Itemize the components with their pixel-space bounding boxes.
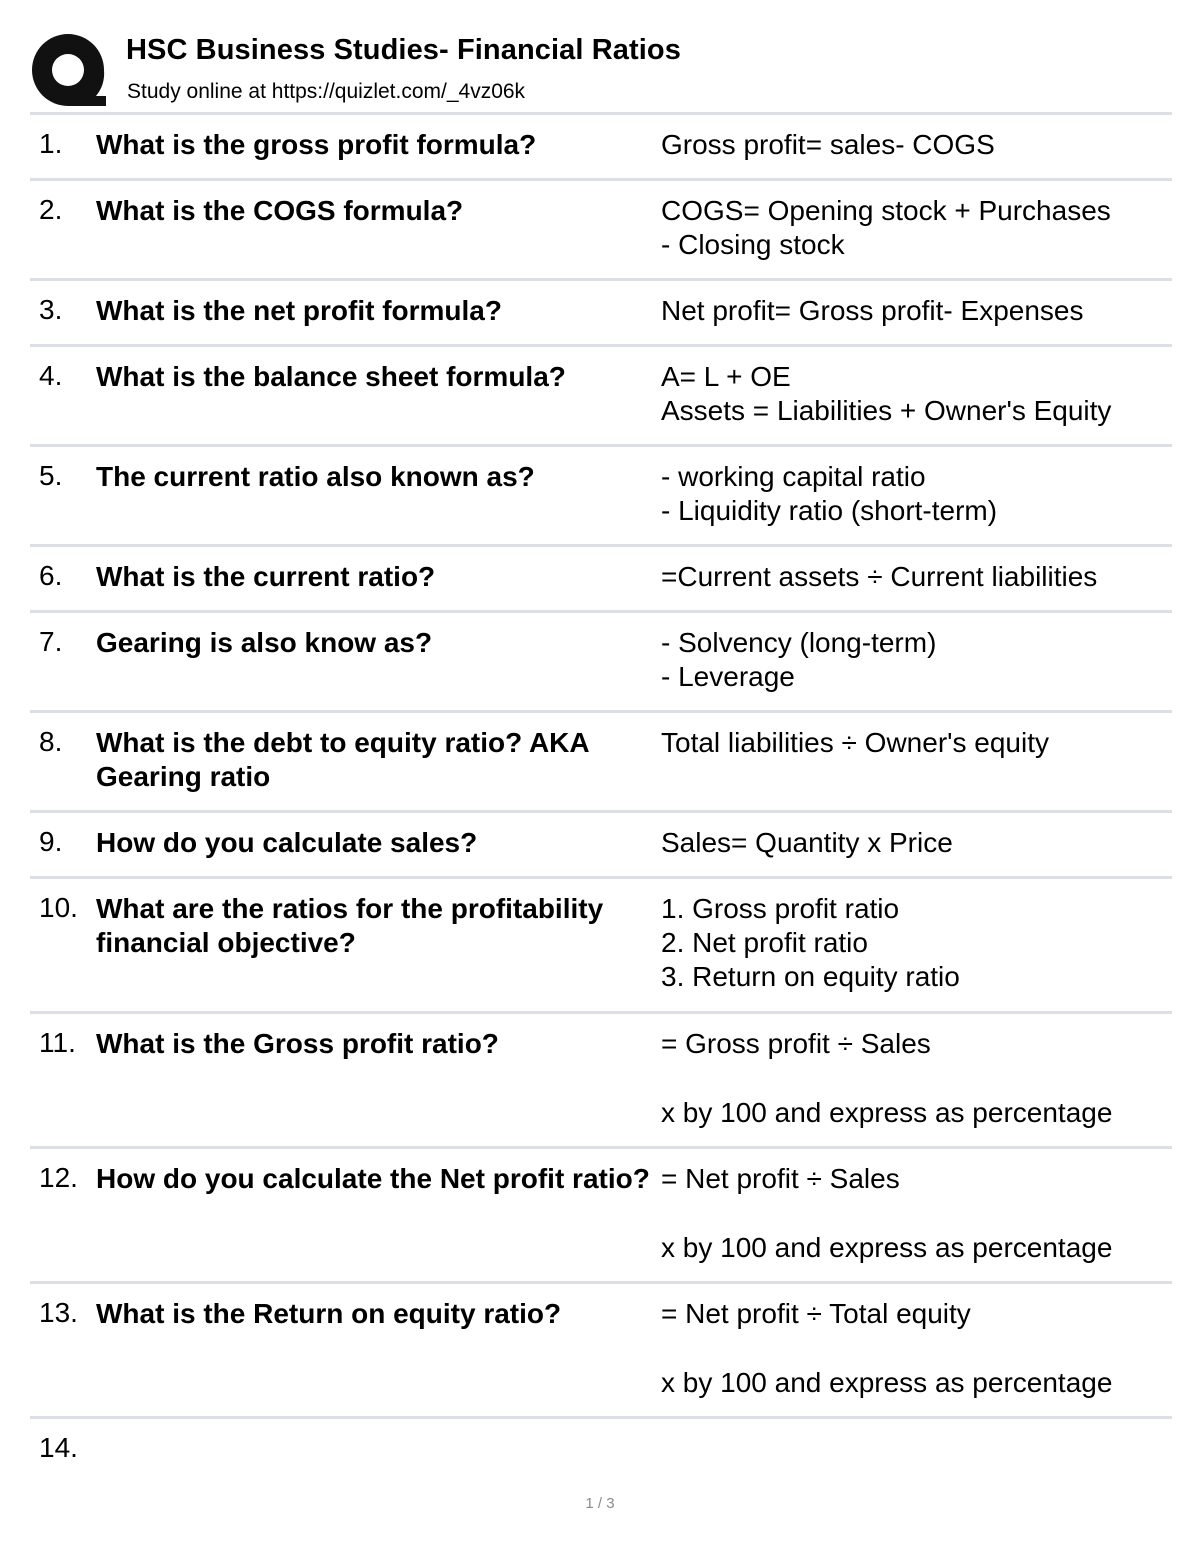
page-title: HSC Business Studies- Financial Ratios bbox=[126, 34, 681, 66]
definition-line: = Net profit ÷ Total equity bbox=[661, 1298, 971, 1329]
page-indicator: 1 / 3 bbox=[585, 1495, 615, 1512]
card-definition bbox=[661, 826, 1172, 860]
definition-line: - Closing stock bbox=[661, 229, 845, 260]
flashcard bbox=[30, 344, 1172, 444]
card-term: What is the balance sheet formula? bbox=[96, 361, 566, 392]
card-definition bbox=[661, 726, 1172, 760]
definition-line: Sales= Quantity x Price bbox=[661, 827, 953, 858]
card-number: 4. bbox=[39, 360, 63, 391]
flashcard bbox=[30, 876, 1172, 1011]
flashcard bbox=[30, 278, 1172, 344]
definition-line: = Gross profit ÷ Sales bbox=[661, 1028, 931, 1059]
card-definition bbox=[661, 560, 1172, 594]
card-definition bbox=[661, 1027, 1172, 1130]
flashcard bbox=[30, 544, 1172, 610]
card-definition bbox=[661, 128, 1172, 162]
card-number: 6. bbox=[39, 560, 63, 591]
card-number: 10. bbox=[39, 892, 78, 923]
definition-line: Total liabilities ÷ Owner's equity bbox=[661, 727, 1049, 758]
definition-line: - Liquidity ratio (short-term) bbox=[661, 495, 998, 526]
definition-line: COGS= Opening stock + Purchases bbox=[661, 195, 1111, 226]
page-header bbox=[30, 28, 1172, 112]
flashcard bbox=[30, 178, 1172, 278]
definition-line: x by 100 and express as percentage bbox=[661, 1367, 1113, 1398]
definition-spacer bbox=[661, 1196, 1172, 1231]
card-number: 11. bbox=[39, 1027, 76, 1058]
card-definition bbox=[661, 194, 1172, 262]
card-term: What is the gross profit formula? bbox=[96, 129, 537, 160]
card-definition bbox=[661, 460, 1172, 528]
card-term: What is the Gross profit ratio? bbox=[96, 1028, 499, 1059]
flashcard bbox=[30, 1281, 1172, 1416]
card-number: 9. bbox=[39, 826, 63, 857]
flashcard bbox=[30, 710, 1172, 810]
card-term: How do you calculate sales? bbox=[96, 827, 478, 858]
card-term: Gearing is also know as? bbox=[96, 627, 433, 658]
card-term: The current ratio also known as? bbox=[96, 461, 535, 492]
card-number: 7. bbox=[39, 626, 63, 657]
definition-line: - Solvency (long-term) bbox=[661, 627, 937, 658]
card-number: 14. bbox=[39, 1432, 78, 1463]
flashcard bbox=[30, 112, 1172, 178]
definition-spacer bbox=[661, 1061, 1172, 1096]
card-term: What are the ratios for the profitability financial objective? bbox=[96, 893, 604, 958]
definition-line: x by 100 and express as percentage bbox=[661, 1232, 1113, 1263]
flashcard bbox=[30, 810, 1172, 876]
flashcard bbox=[30, 1146, 1172, 1281]
study-online-link[interactable]: Study online at https://quizlet.com/_4vz06k bbox=[127, 80, 526, 103]
definition-line: Assets = Liabilities + Owner's Equity bbox=[661, 395, 1112, 426]
card-definition bbox=[661, 360, 1172, 428]
definition-spacer bbox=[661, 1331, 1172, 1366]
card-definition bbox=[661, 626, 1172, 694]
definition-line: 1. Gross profit ratio bbox=[661, 893, 900, 924]
definition-line: = Net profit ÷ Sales bbox=[661, 1163, 900, 1194]
flashcard bbox=[30, 444, 1172, 544]
definition-line: Net profit= Gross profit- Expenses bbox=[661, 295, 1084, 326]
card-definition bbox=[661, 892, 1172, 994]
definition-line: 3. Return on equity ratio bbox=[661, 961, 960, 992]
definition-line: =Current assets ÷ Current liabilities bbox=[661, 561, 1098, 592]
flashcard-list bbox=[30, 112, 1172, 1482]
card-term: What is the COGS formula? bbox=[96, 195, 464, 226]
card-term: How do you calculate the Net profit ratio? bbox=[96, 1163, 650, 1194]
card-term: What is the Return on equity ratio? bbox=[96, 1298, 562, 1329]
flashcard bbox=[30, 1011, 1172, 1146]
card-definition bbox=[661, 294, 1172, 328]
definition-line: - Leverage bbox=[661, 661, 795, 692]
definition-line: x by 100 and express as percentage bbox=[661, 1097, 1113, 1128]
card-number: 1. bbox=[39, 128, 63, 159]
card-number: 3. bbox=[39, 294, 63, 325]
card-number: 13. bbox=[39, 1297, 78, 1328]
card-number: 5. bbox=[39, 460, 63, 491]
card-definition bbox=[661, 1162, 1172, 1265]
flashcard bbox=[30, 610, 1172, 710]
quizlet-q-logo-icon bbox=[30, 32, 106, 108]
definition-line: A= L + OE bbox=[661, 361, 791, 392]
definition-line: 2. Net profit ratio bbox=[661, 927, 868, 958]
card-number: 8. bbox=[39, 726, 63, 757]
definition-line: - working capital ratio bbox=[661, 461, 926, 492]
card-term: What is the net profit formula? bbox=[96, 295, 502, 326]
card-term: What is the debt to equity ratio? AKA Gearing ratio bbox=[96, 727, 589, 792]
card-definition bbox=[661, 1297, 1172, 1400]
card-number: 2. bbox=[39, 194, 63, 225]
card-number: 12. bbox=[39, 1162, 78, 1193]
definition-line: Gross profit= sales- COGS bbox=[661, 129, 995, 160]
flashcard bbox=[30, 1416, 1172, 1482]
card-term: What is the current ratio? bbox=[96, 561, 436, 592]
